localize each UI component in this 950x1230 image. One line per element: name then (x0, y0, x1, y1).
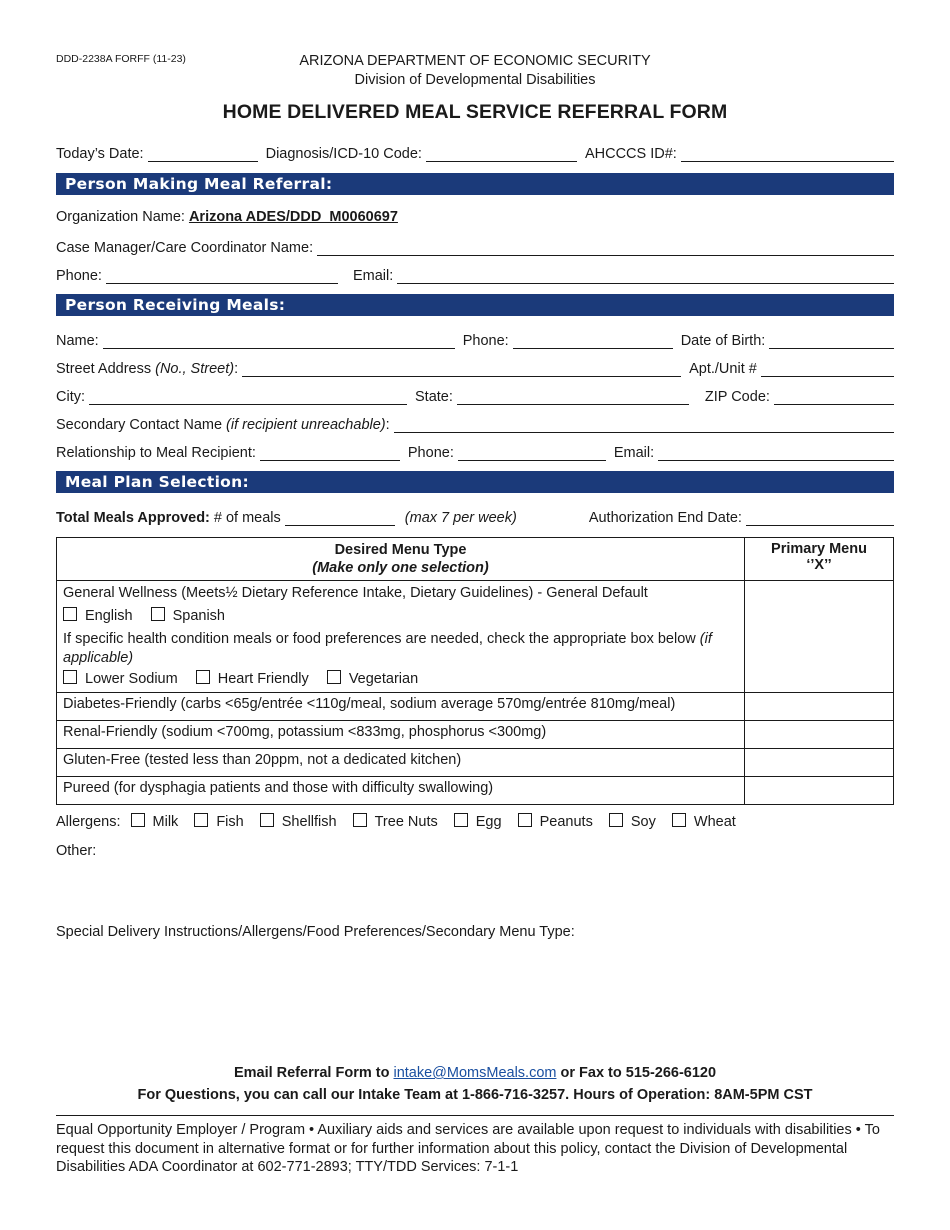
auth-end-label: Authorization End Date: (588, 510, 742, 526)
street-label: Street Address (56, 361, 152, 377)
city-label: City: (56, 389, 85, 405)
num-meals-field[interactable] (285, 512, 395, 526)
option-spanish[interactable] (151, 608, 225, 624)
relationship-row (56, 441, 894, 461)
top-fields-row (56, 142, 894, 162)
referrer-email-field[interactable] (397, 270, 894, 284)
allergen-shellfish[interactable] (260, 814, 337, 830)
relationship-label: Relationship to Meal Recipient: (56, 445, 256, 461)
allergen-fish[interactable] (194, 814, 243, 830)
state-label: State: (415, 389, 453, 405)
allergen-peanuts-label: Peanuts (539, 814, 593, 830)
city-row (56, 385, 894, 405)
checkbox-peanuts[interactable] (518, 813, 532, 827)
allergen-fish-label: Fish (216, 814, 244, 830)
recipient-phone-label: Phone: (462, 333, 509, 349)
allergen-egg-label: Egg (475, 814, 502, 830)
allergens-label: Allergens: (56, 814, 121, 830)
option-heart-friendly-label: Heart Friendly (217, 671, 309, 687)
city-field[interactable] (89, 391, 407, 405)
condition-note-hint: (if applicable) (63, 631, 712, 666)
menu-renal: Renal-Friendly (sodium <700mg, potassium <833mg, phosphorus <300mg) (57, 721, 745, 749)
dob-label: Date of Birth: (680, 333, 766, 349)
checkbox-fish[interactable] (194, 813, 208, 827)
menu-diabetes: Diabetes-Friendly (carbs <65g/entrée <110g/meal, sodium average 570mg/entrée 810mg/meal) (57, 693, 745, 721)
option-spanish-label: Spanish (172, 608, 225, 624)
division-name: Division of Developmental Disabilities (354, 72, 596, 88)
table-row (57, 581, 894, 693)
general-wellness-label: General Wellness (Meets½ Dietary Reference Intake, Dietary Guidelines) - General Default (63, 585, 648, 601)
menu-pureed: Pureed (for dysphagia patients and those with difficulty swallowing) (57, 777, 745, 805)
allergen-egg[interactable] (454, 814, 502, 830)
allergen-soy[interactable] (609, 814, 656, 830)
recipient-name-field[interactable] (103, 335, 455, 349)
intake-email-link[interactable]: intake@MomsMeals.com (393, 1065, 557, 1081)
case-manager-label: Case Manager/Care Coordinator Name: (56, 240, 314, 256)
email-prefix: Email Referral Form to (233, 1065, 390, 1081)
table-row (57, 749, 894, 777)
rel-email-label: Email: (613, 445, 655, 461)
street-colon: : (234, 361, 239, 377)
recipient-name-row (56, 329, 894, 349)
secondary-field[interactable] (394, 419, 894, 433)
allergen-milk[interactable] (131, 814, 179, 830)
zip-label: ZIP Code: (704, 389, 770, 405)
allergen-shellfish-label: Shellfish (281, 814, 337, 830)
secondary-contact-row (56, 413, 894, 433)
menu-type-header (57, 538, 745, 581)
checkbox-vegetarian[interactable] (327, 670, 341, 684)
apt-field[interactable] (761, 363, 894, 377)
meal-plan-banner: Meal Plan Selection: (56, 471, 894, 493)
primary-menu-cell-pureed[interactable] (745, 777, 894, 805)
secondary-colon: : (385, 417, 390, 433)
checkbox-wheat[interactable] (672, 813, 686, 827)
menu-type-header-sub: (Make only one selection) (312, 560, 489, 576)
num-meals-label: # of meals (213, 510, 281, 526)
ahcccs-label: AHCCCS ID#: (584, 146, 677, 162)
option-vegetarian[interactable] (327, 671, 418, 687)
table-row (57, 693, 894, 721)
checkbox-english[interactable] (63, 607, 77, 621)
org-value: Arizona ADES/DDD M0060697 (188, 209, 398, 225)
checkbox-milk[interactable] (131, 813, 145, 827)
recipient-name-label: Name: (56, 333, 99, 349)
footer-notice: Equal Opportunity Employer / Program • Auxiliary aids and services are available upon request to individuals with disabilities • To request this document in alternative format or for further information about this policy, contact the Division of Developmental Disabilities ADA Coordinator at 602-771-2893; TTY/TDD Services: 7-1-1 (56, 1122, 880, 1175)
checkbox-lower-sodium[interactable] (63, 670, 77, 684)
agency-name: ARIZONA DEPARTMENT OF ECONOMIC SECURITY (299, 53, 651, 69)
general-wellness-cell (57, 581, 745, 693)
street-hint: (No., Street) (155, 361, 235, 377)
footer-divider (56, 1115, 894, 1116)
primary-menu-header-title: Primary Menu (771, 541, 867, 557)
checkbox-egg[interactable] (454, 813, 468, 827)
relationship-field[interactable] (260, 447, 400, 461)
option-lower-sodium[interactable] (63, 671, 178, 687)
referrer-contact-row (56, 264, 894, 284)
form-title: HOME DELIVERED MEAL SERVICE REFERRAL FORM (222, 101, 728, 123)
secondary-hint: (if recipient unreachable) (226, 417, 386, 433)
questions-line: For Questions, you can call our Intake Team at 1-866-716-3257. Hours of Operation: 8AM-5PM CST (137, 1087, 813, 1103)
referrer-phone-label: Phone: (56, 268, 102, 284)
org-label: Organization Name: (56, 209, 185, 225)
allergen-tree-nuts-label: Tree Nuts (374, 814, 438, 830)
referrer-banner: Person Making Meal Referral: (56, 173, 894, 195)
primary-menu-cell-general[interactable] (745, 581, 894, 693)
allergen-wheat-label: Wheat (693, 814, 736, 830)
diagnosis-label: Diagnosis/ICD-10 Code: (265, 146, 422, 162)
checkbox-heart-friendly[interactable] (196, 670, 210, 684)
ahcccs-field[interactable] (681, 148, 894, 162)
dob-field[interactable] (769, 335, 894, 349)
checkbox-spanish[interactable] (151, 607, 165, 621)
primary-menu-header-sub: ‘’X’’ (806, 557, 832, 573)
checkbox-tree-nuts[interactable] (353, 813, 367, 827)
condition-note-text: If specific health condition meals or food preferences are needed, check the appropriate box below (63, 631, 696, 647)
menu-type-table (56, 537, 894, 805)
org-row (56, 205, 894, 225)
allergen-peanuts[interactable] (518, 814, 593, 830)
email-fax-line (0, 1065, 950, 1081)
table-row (57, 777, 894, 805)
special-instructions-label: Special Delivery Instructions/Allergens/Food Preferences/Secondary Menu Type: (56, 924, 575, 940)
other-allergens-label: Other: (56, 843, 97, 859)
language-options (63, 607, 738, 626)
case-manager-row (56, 236, 894, 256)
option-english[interactable] (63, 608, 133, 624)
total-meals-row (56, 506, 894, 526)
rel-phone-field[interactable] (458, 447, 606, 461)
max-note: (max 7 per week) (404, 510, 517, 526)
auth-end-field[interactable] (746, 512, 894, 526)
allergen-soy-label: Soy (630, 814, 656, 830)
diagnosis-field[interactable] (426, 148, 577, 162)
form-code: DDD-2238A FORFF (11-23) (56, 53, 186, 65)
rel-email-field[interactable] (658, 447, 894, 461)
fax-text: or Fax to 515-266-6120 (560, 1065, 717, 1081)
primary-menu-header (745, 538, 894, 581)
option-vegetarian-label: Vegetarian (348, 671, 419, 687)
allergen-wheat[interactable] (672, 814, 736, 830)
referrer-email-label: Email: (352, 268, 394, 284)
table-row (57, 721, 894, 749)
menu-gluten-free: Gluten-Free (tested less than 20ppm, not a dedicated kitchen) (57, 749, 745, 777)
total-meals-label: Total Meals Approved: (56, 510, 210, 526)
allergen-tree-nuts[interactable] (353, 814, 438, 830)
street-field[interactable] (242, 363, 681, 377)
allergens-row (56, 813, 748, 830)
secondary-label: Secondary Contact Name (56, 417, 223, 433)
recipient-banner: Person Receiving Meals: (56, 294, 894, 316)
option-heart-friendly[interactable] (196, 671, 309, 687)
apt-label: Apt./Unit # (689, 361, 757, 377)
todays-date-field[interactable] (148, 148, 258, 162)
primary-menu-cell-renal[interactable] (745, 721, 894, 749)
todays-date-label: Today’s Date: (56, 146, 144, 162)
primary-menu-cell-diabetes[interactable] (745, 693, 894, 721)
state-field[interactable] (457, 391, 689, 405)
recipient-phone-field[interactable] (513, 335, 673, 349)
condition-note (63, 630, 738, 668)
street-row (56, 357, 894, 377)
checkbox-shellfish[interactable] (260, 813, 274, 827)
menu-type-header-title: Desired Menu Type (334, 542, 467, 558)
table-header-row (57, 538, 894, 581)
referrer-phone-field[interactable] (106, 270, 338, 284)
rel-phone-label: Phone: (407, 445, 454, 461)
case-manager-field[interactable] (317, 242, 894, 256)
preference-options (63, 670, 738, 689)
option-lower-sodium-label: Lower Sodium (85, 671, 178, 687)
option-english-label: English (85, 608, 133, 624)
zip-field[interactable] (774, 391, 894, 405)
primary-menu-cell-gluten-free[interactable] (745, 749, 894, 777)
allergen-milk-label: Milk (152, 814, 179, 830)
checkbox-soy[interactable] (609, 813, 623, 827)
